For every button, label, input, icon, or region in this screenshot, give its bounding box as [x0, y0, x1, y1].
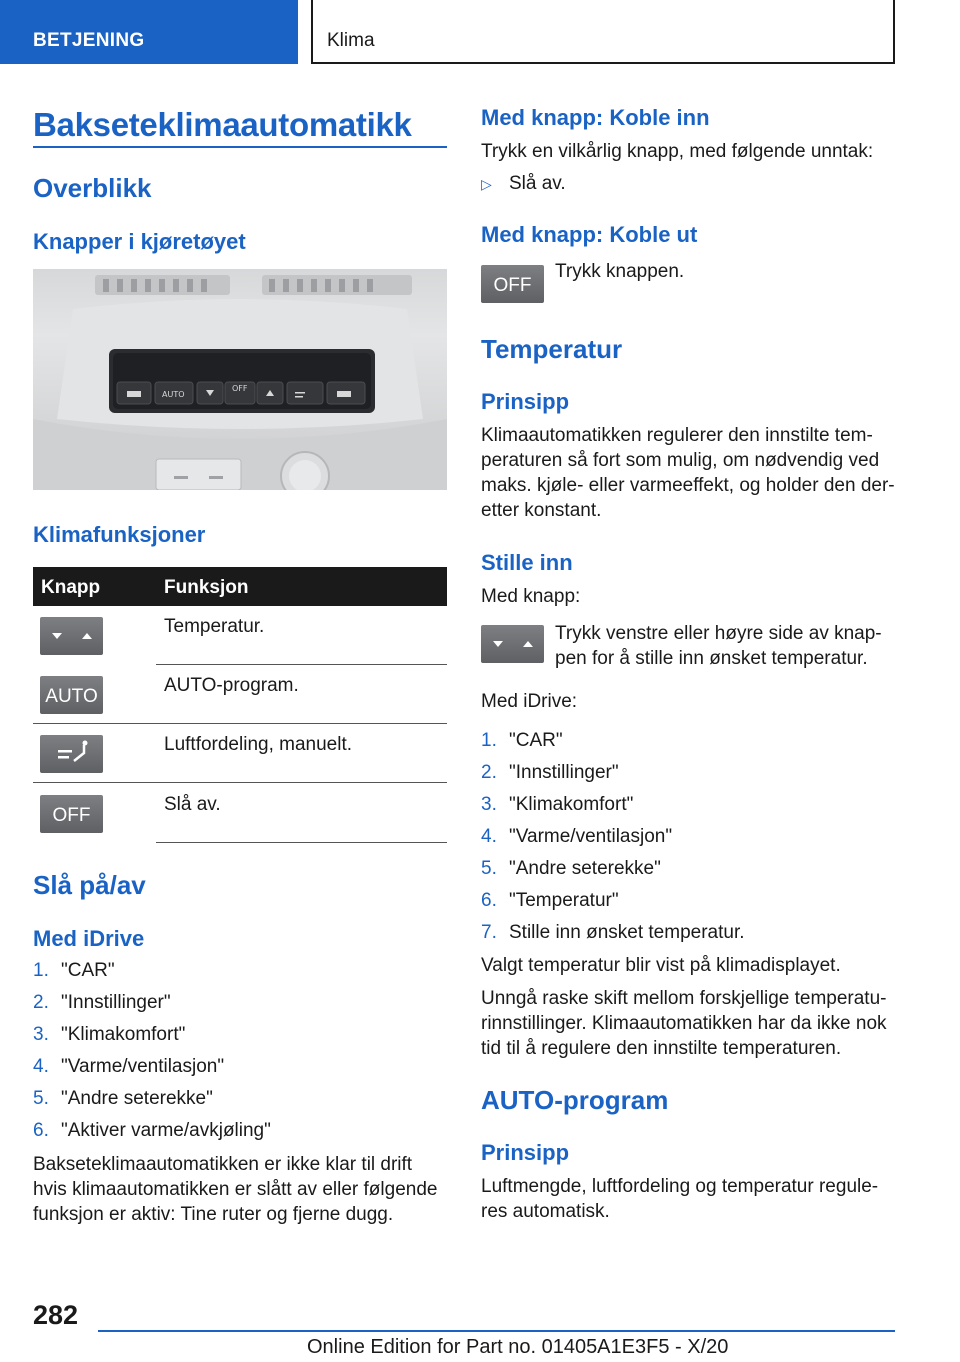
off-icon-label: OFF [52, 805, 91, 826]
functions-heading: Klimafunksjoner [33, 522, 206, 547]
table-header [33, 567, 447, 606]
function-temperature: Temperatur. [164, 616, 265, 637]
idrive-heading: Med iDrive [33, 926, 145, 951]
avoid-paragraph: Unngå raske skift mellom forskjellige temperatu- rinnstillinger. Klimaautomatikken har da ikke nok tid til å regulere den innstilte temperaturen. [481, 988, 887, 1059]
function-off: Slå av. [164, 794, 221, 815]
auto-paragraph: Luftmengde, luftfordeling og temperatur regule- res automatisk. [481, 1176, 879, 1222]
triangle-bullet-icon: ▷ [481, 176, 492, 192]
panel-illustration [33, 269, 447, 490]
on-heading: Med knapp: Koble inn [481, 105, 710, 130]
footer-rule [98, 1330, 895, 1332]
note-paragraph: Bakseteklimaautomatikken er ikke klar til drift hvis klimaautomatikken er slått av eller følgende funksjon er aktiv: Tine ruter og fjerne dugg. [33, 1154, 438, 1225]
principle-paragraph: Klimaautomatikken regulerer den innstilte tem- peraturen så fort som mulig, om nødvendig ved maks. kjøle- eller varmeeffekt, og holder den der- etter konstant. [481, 425, 895, 521]
auto-principle-heading: Prinsipp [481, 1140, 570, 1165]
function-auto: AUTO-program. [164, 675, 299, 696]
table-row [33, 606, 447, 665]
chapter-tab [311, 0, 895, 64]
table-row [33, 724, 447, 783]
with-button-text: Med knapp: [481, 586, 581, 607]
rear-climate-panel-photo [33, 269, 447, 490]
off-heading: Med knapp: Koble ut [481, 222, 698, 247]
principle-heading: Prinsipp [481, 389, 570, 414]
page-number: 282 [33, 1300, 79, 1330]
display-text: Valgt temperatur blir vist på klimadisplayet. [481, 955, 841, 976]
temperature-heading: Temperatur [481, 334, 623, 364]
table-row [33, 784, 447, 843]
off-icon [40, 795, 103, 833]
page-title: Bakseteklimaautomatikk [33, 106, 412, 143]
section-tab [0, 0, 298, 64]
section-title: BETJENING [33, 30, 145, 51]
table-row [33, 665, 447, 724]
auto-program-heading: AUTO-program [481, 1085, 669, 1115]
panel-off-label: OFF [232, 384, 248, 393]
off-text: Trykk knappen. [555, 261, 685, 282]
on-text: Trykk en vilkårlig knapp, med følgende unntak: [481, 141, 874, 162]
off-button-label: OFF [493, 275, 532, 296]
buttons-heading: Knapper i kjøretøyet [33, 229, 246, 254]
overview-heading: Overblikk [33, 173, 152, 203]
set-heading: Stille inn [481, 550, 573, 575]
title-rule [33, 146, 447, 148]
off-button-icon [481, 265, 544, 303]
function-air-distribution: Luftfordeling, manuelt. [164, 734, 353, 755]
col-header-button: Knapp [41, 577, 101, 598]
air-distribution-icon [40, 735, 103, 773]
auto-icon-label: AUTO [45, 686, 98, 707]
arrow-instruction: Trykk venstre eller høyre side av knap- pen for å stille inn ønsket temperatur. [555, 623, 882, 669]
chapter-title: Klima [327, 30, 375, 51]
col-header-function: Funksjon [164, 577, 249, 598]
with-idrive-text: Med iDrive: [481, 691, 578, 712]
auto-icon [40, 676, 103, 714]
edition-text: Online Edition for Part no. 01405A1E3F5 - X/20 [307, 1336, 729, 1358]
onoff-heading: Slå på/av [33, 870, 146, 900]
panel-auto-label: AUTO [162, 390, 185, 399]
temperature-arrows-icon [481, 625, 544, 663]
temperature-arrows-icon [40, 617, 103, 655]
